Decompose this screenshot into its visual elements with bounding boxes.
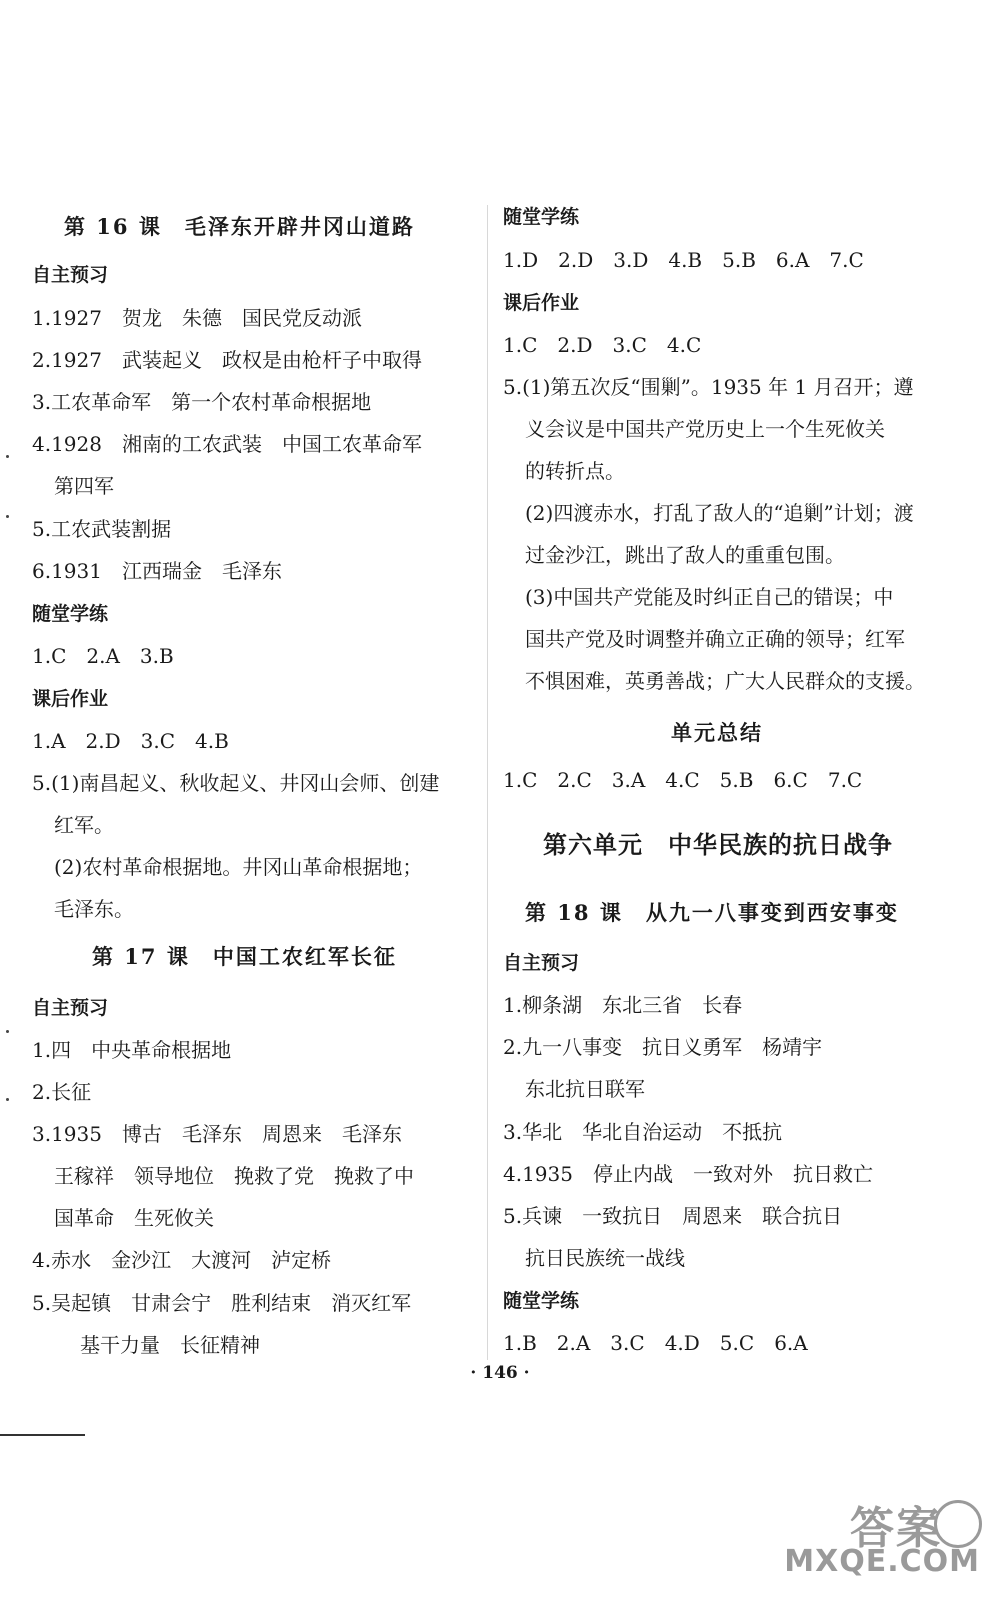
watermark-url: MXQE.COM xyxy=(784,1544,980,1579)
answer-line: 4.1935 停止内战 一致对外 抗日救亡 xyxy=(503,1162,873,1186)
answer-line: 1.B 2.A 3.C 4.D 5.C 6.A xyxy=(503,1331,808,1355)
answer-line: 国革命 生死攸关 xyxy=(54,1206,214,1230)
answer-line: 义会议是中国共产党历史上一个生死攸关 xyxy=(525,417,885,441)
answer-line: 国共产党及时调整并确立正确的领导；红军 xyxy=(525,627,905,651)
answer-line: 1.D 2.D 3.D 4.B 5.B 6.A 7.C xyxy=(503,248,864,272)
answer-line: 4.1928 湘南的工农武装 中国工农革命军 xyxy=(32,432,422,456)
answer-line: 1.四 中央革命根据地 xyxy=(32,1038,232,1062)
answer-line: 过金沙江，跳出了敌人的重重包围。 xyxy=(525,543,845,567)
unit-6-title: 第六单元 中华民族的抗日战争 xyxy=(543,830,893,859)
margin-mark xyxy=(6,1030,9,1033)
answer-line: 3.1935 博古 毛泽东 周恩来 毛泽东 xyxy=(32,1122,402,1146)
section-heading: 自主预习 xyxy=(503,952,580,974)
answer-line: 6.1931 江西瑞金 毛泽东 xyxy=(32,559,282,583)
answer-line: 1.C 2.D 3.C 4.C xyxy=(503,333,702,357)
answer-line: (2)农村革命根据地。井冈山革命根据地； xyxy=(54,855,423,879)
margin-mark xyxy=(6,455,9,458)
answer-line: 基干力量 长征精神 xyxy=(80,1333,260,1357)
margin-mark xyxy=(6,1098,9,1101)
answer-line: 抗日民族统一战线 xyxy=(525,1246,685,1270)
answer-line: 5.吴起镇 甘肃会宁 胜利结束 消灭红军 xyxy=(32,1291,412,1315)
answer-line: 4.赤水 金沙江 大渡河 泸定桥 xyxy=(32,1248,332,1272)
answer-line: 2.长征 xyxy=(32,1080,92,1104)
answer-line: 5.工农武装割据 xyxy=(32,517,172,541)
answer-line: 3.工农革命军 第一个农村革命根据地 xyxy=(32,390,372,414)
watermark-badge-icon xyxy=(934,1500,982,1548)
answer-line: 5.(1)第五次反“围剿”。1935 年 1 月召开；遵 xyxy=(503,375,914,399)
footer-rule xyxy=(0,1434,85,1436)
lesson-18-title: 第 18 课 从九一八事变到西安事变 xyxy=(525,900,899,925)
answer-line: 东北抗日联军 xyxy=(525,1077,645,1101)
lesson-17-title: 第 17 课 中国工农红军长征 xyxy=(92,944,397,969)
column-divider xyxy=(487,205,488,1360)
answer-line: 第四军 xyxy=(54,474,114,498)
lesson-16-title: 第 16 课 毛泽东开辟井冈山道路 xyxy=(64,214,415,239)
answer-line: 5.(1)南昌起义、秋收起义、井冈山会师、创建 xyxy=(32,771,440,795)
section-heading: 自主预习 xyxy=(32,264,109,286)
answer-line: 2.九一八事变 抗日义勇军 杨靖宇 xyxy=(503,1035,823,1059)
section-heading: 课后作业 xyxy=(503,292,580,314)
section-heading: 随堂学练 xyxy=(32,603,109,625)
watermark-text: 答案 xyxy=(850,1503,942,1554)
answer-line: 红军。 xyxy=(54,813,114,837)
answer-line: 3.华北 华北自治运动 不抵抗 xyxy=(503,1120,783,1144)
answer-line: 王稼祥 领导地位 挽救了党 挽救了中 xyxy=(54,1164,414,1188)
unit-summary-title: 单元总结 xyxy=(671,720,763,745)
answer-line: 1.1927 贺龙 朱德 国民党反动派 xyxy=(32,306,362,330)
watermark-logo xyxy=(784,1492,982,1582)
margin-mark xyxy=(6,515,9,518)
answer-line: 的转折点。 xyxy=(525,459,625,483)
section-heading: 随堂学练 xyxy=(503,206,580,228)
answer-line: 1.C 2.A 3.B xyxy=(32,644,174,668)
page-number: · 146 · xyxy=(470,1363,530,1383)
answer-line: 不惧困难，英勇善战；广大人民群众的支援。 xyxy=(525,669,925,693)
answer-line: (2)四渡赤水，打乱了敌人的“追剿”计划；渡 xyxy=(525,501,914,525)
answer-line: 5.兵谏 一致抗日 周恩来 联合抗日 xyxy=(503,1204,843,1228)
section-heading: 课后作业 xyxy=(32,688,109,710)
answer-line: 2.1927 武装起义 政权是由枪杆子中取得 xyxy=(32,348,422,372)
section-heading: 自主预习 xyxy=(32,997,109,1019)
answer-line: (3)中国共产党能及时纠正自己的错误；中 xyxy=(525,585,894,609)
answer-line: 毛泽东。 xyxy=(54,897,134,921)
section-heading: 随堂学练 xyxy=(503,1290,580,1312)
answer-line: 1.C 2.C 3.A 4.C 5.B 6.C 7.C xyxy=(503,768,863,792)
answer-line: 1.柳条湖 东北三省 长春 xyxy=(503,993,743,1017)
answer-line: 1.A 2.D 3.C 4.B xyxy=(32,729,229,753)
